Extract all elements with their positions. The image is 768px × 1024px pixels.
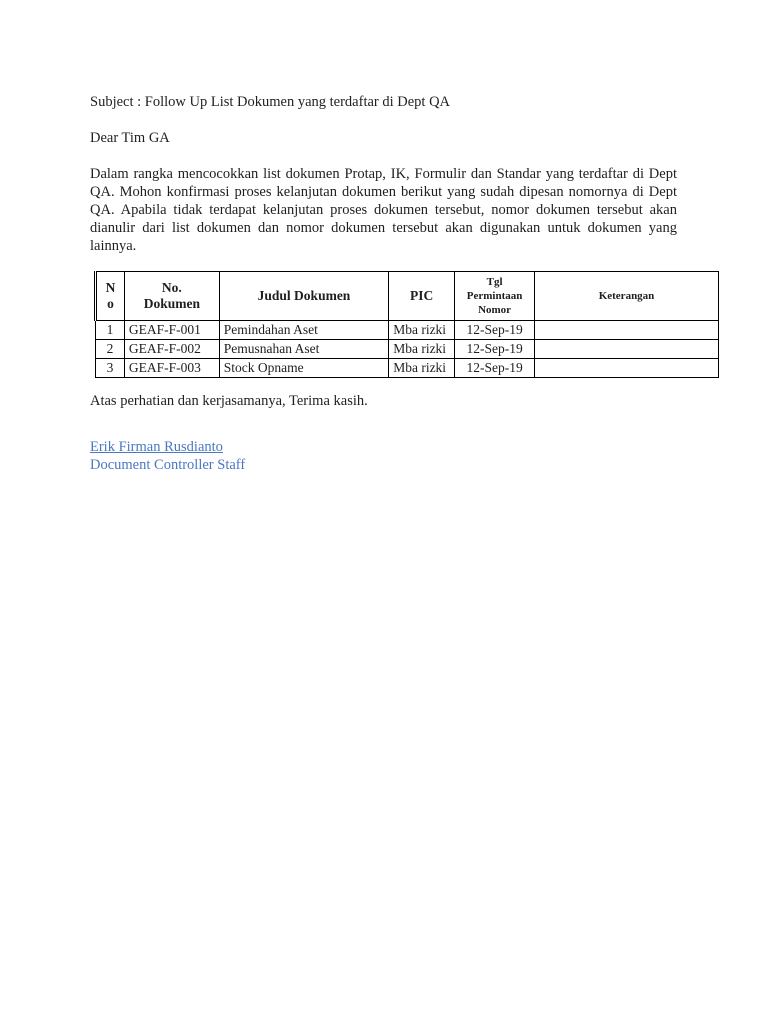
cell-judul: Pemindahan Aset [219, 321, 388, 340]
header-no-dokumen [124, 272, 219, 321]
body-paragraph: Dalam rangka mencocokkan list dokumen Protap, IK, Formulir dan Standar yang terdaftar di Dept QA. Mohon konfirmasi proses kelanjutan dokumen berikut yang sudah dipesan nomornya di Dept QA. Apabila tidak terdapat kelanjutan proses dokumen tersebut, nomor dokumen tersebut akan dianulir dari list dokumen dan nomor dokumen tersebut akan digunakan untuk dokumen yang lainnya. [90, 166, 677, 254]
header-tgl-line3: Nomor [478, 304, 512, 316]
closing-line: Atas perhatian dan kerjasamanya, Terima kasih. [90, 393, 368, 409]
header-nodok-line1: No. [161, 280, 182, 295]
salutation: Dear Tim GA [90, 130, 170, 146]
cell-judul: Stock Opname [219, 359, 388, 378]
cell-no-dokumen: GEAF-F-001 [124, 321, 219, 340]
header-keterangan: Keterangan [535, 272, 719, 321]
signature-title: Document Controller Staff [90, 457, 246, 473]
cell-pic: Mba rizki [389, 340, 455, 359]
cell-no: 1 [96, 321, 125, 340]
cell-pic: Mba rizki [389, 321, 455, 340]
table-row [96, 321, 719, 340]
table-header-row [96, 272, 719, 321]
cell-no: 2 [96, 340, 125, 359]
header-no-line2: o [107, 296, 114, 311]
header-tgl [455, 272, 535, 321]
header-no [96, 272, 125, 321]
cell-keterangan [535, 359, 719, 378]
cell-tgl: 12-Sep-19 [455, 321, 535, 340]
subject-line: Subject : Follow Up List Dokumen yang terdaftar di Dept QA [90, 94, 451, 110]
header-no-line1: N [105, 280, 116, 295]
header-tgl-line2: Permintaan [466, 290, 523, 302]
cell-keterangan [535, 321, 719, 340]
header-nodok-line2: Dokumen [143, 296, 200, 311]
cell-no: 3 [96, 359, 125, 378]
document-table [94, 271, 719, 378]
cell-judul: Pemusnahan Aset [219, 340, 388, 359]
cell-keterangan [535, 340, 719, 359]
signature-name: Erik Firman Rusdianto [90, 439, 223, 455]
cell-tgl: 12-Sep-19 [455, 340, 535, 359]
header-tgl-line1: Tgl [486, 276, 503, 288]
cell-pic: Mba rizki [389, 359, 455, 378]
table-row [96, 359, 719, 378]
cell-tgl: 12-Sep-19 [455, 359, 535, 378]
cell-no-dokumen: GEAF-F-003 [124, 359, 219, 378]
header-pic: PIC [389, 272, 455, 321]
header-judul: Judul Dokumen [219, 272, 388, 321]
table-row [96, 340, 719, 359]
cell-no-dokumen: GEAF-F-002 [124, 340, 219, 359]
